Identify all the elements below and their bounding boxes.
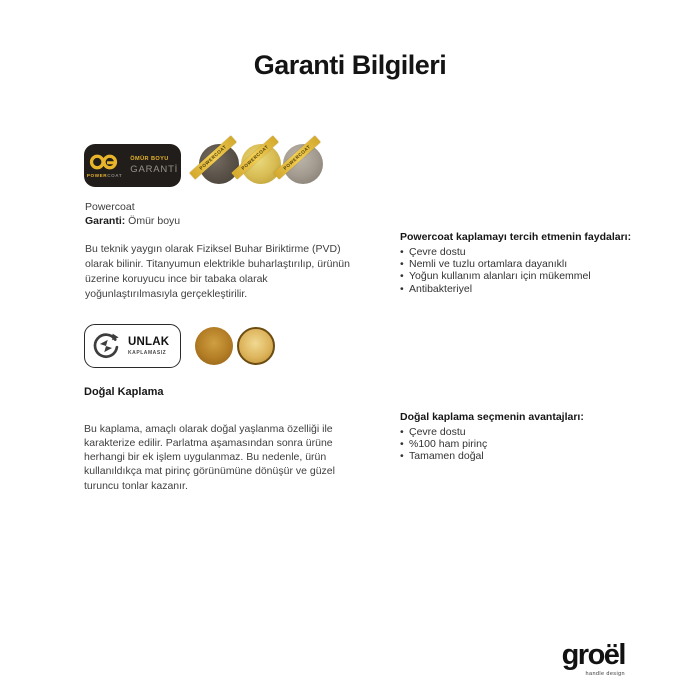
powercoat-wordmark [87, 173, 122, 178]
powercoat-ribbon [189, 135, 237, 179]
badge-line-omur-boyu: ÖMÜR BOYU [130, 155, 169, 162]
unlak-text-block [128, 337, 169, 356]
ribbon-label: POWERCOAT [282, 144, 312, 171]
powercoat-logo-block [87, 153, 122, 178]
benefit-item: • Tamamen doğal [400, 450, 650, 462]
brand-logo [550, 641, 625, 677]
unlak-title: UNLAK [128, 335, 170, 348]
warranty-value: Ömür boyu [125, 214, 181, 227]
powercoat-name: Powercoat [85, 201, 135, 213]
natural-coating-heading: Doğal Kaplama [84, 386, 164, 398]
unlak-subtitle: KAPLAMASIZ [128, 349, 167, 356]
natural-benefits-title: Doğal kaplama seçmenin avantajları: [400, 411, 584, 423]
finish-swatch-bronze [199, 144, 239, 184]
natural-finish-swatches [195, 327, 275, 365]
benefit-item: • Yoğun kullanım alanları için mükemmel [400, 270, 650, 282]
finish-swatch-aged-brass [237, 327, 275, 365]
powercoat-benefits [400, 231, 650, 295]
wordmark-power: POWER [86, 173, 108, 178]
benefit-item: • Nemli ve tuzlu ortamlara dayanıklı [400, 258, 650, 270]
finish-swatch-nickel [283, 144, 323, 184]
natural-benefits-list [400, 426, 650, 463]
benefit-item: • Antibakteriyel [400, 283, 650, 295]
powercoat-benefits-list [400, 246, 650, 295]
brand-logo-text: groël [561, 639, 625, 671]
benefit-item: • Çevre dostu [400, 246, 650, 258]
powercoat-ribbon [231, 135, 279, 179]
powercoat-caption [85, 201, 180, 228]
brand-logo-tagline: handle design [585, 671, 625, 677]
powercoat-description: Bu teknik yaygın olarak Fiziksel Buhar Biriktirme (PVD) olarak bilinir. Titanyumun elektrikle buharlaştırılıp, ürünün üzerine koruyucu ince bir tabaka olarak yoğunlaştırılmasıyla gerçekleştirilir. [85, 242, 350, 300]
powercoat-finish-swatches [199, 144, 323, 184]
powercoat-benefits-title: Powercoat kaplamayı tercih etmenin faydaları: [400, 231, 632, 243]
page-title: Garanti Bilgileri [253, 50, 447, 80]
lifetime-warranty-label [130, 157, 178, 174]
ribbon-label: POWERCOAT [240, 144, 270, 171]
finish-swatch-gold [241, 144, 281, 184]
wordmark-coat: COAT [107, 173, 123, 178]
natural-benefits [400, 411, 650, 463]
benefit-item: • Çevre dostu [400, 426, 650, 438]
ribbon-label: POWERCOAT [198, 144, 228, 171]
powercoat-warranty-badge [84, 144, 181, 187]
warranty-label: Garanti: [85, 214, 126, 227]
badge-line-garanti: GARANTİ [130, 163, 179, 175]
natural-aging-cycle-icon [91, 331, 121, 361]
unlak-badge [84, 324, 181, 368]
benefit-item: • %100 ham pirinç [400, 438, 650, 450]
powercoat-oe-logo-icon [89, 153, 121, 172]
natural-coating-description: Bu kaplama, amaçlı olarak doğal yaşlanma özelliği ile karakterize edilir. Parlatma aşamasından sonra ürüne herhangi bir ek işlem uygulanmaz. Bu nedenle, ürün kullanıldıkça mat pirinç görünümüne dönüşür ve güzel turuncu tonlar kazanır. [84, 422, 335, 492]
powercoat-warranty-line [85, 215, 180, 229]
powercoat-ribbon [273, 135, 321, 179]
finish-swatch-raw-brass [195, 327, 233, 365]
